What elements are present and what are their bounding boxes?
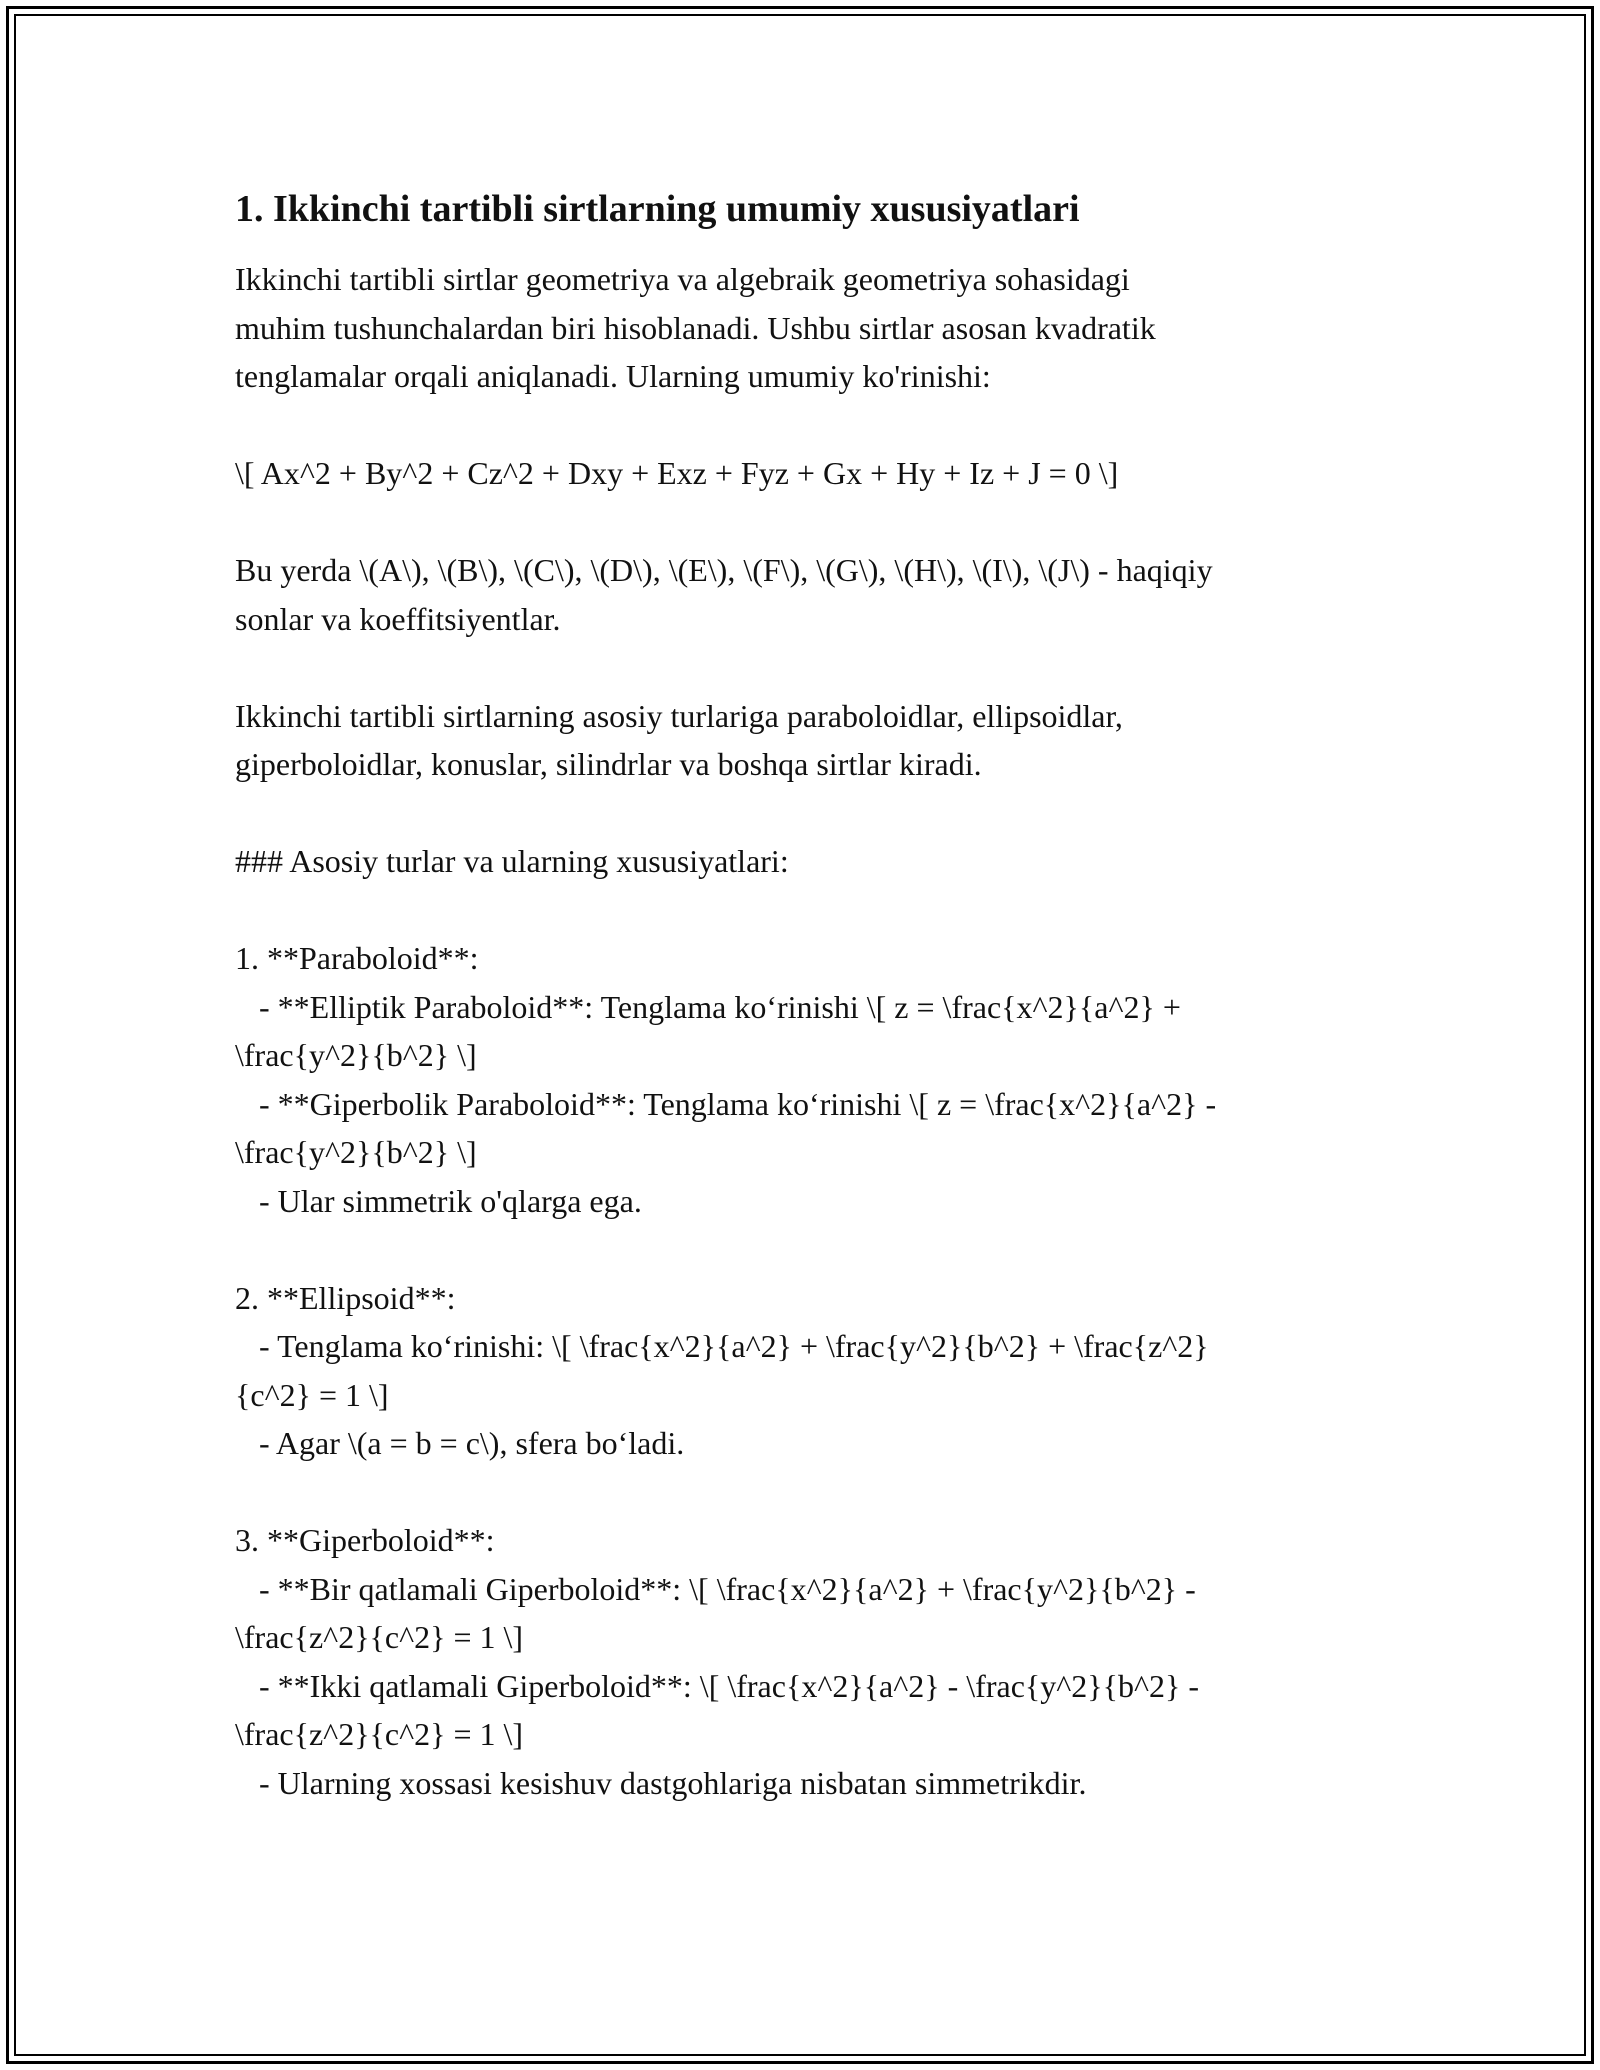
text-line: - **Elliptik Paraboloid**: Tenglama koʻrinishi \[ z = \frac{x^2}{a^2} + [235, 988, 1181, 1025]
text-line: ### Asosiy turlar va ularning xususiyatlari: [235, 843, 789, 879]
document-content [235, 185, 1365, 1807]
blank-line [235, 498, 1365, 547]
text-line: - **Ikki qatlamali Giperboloid**: \[ \frac{x^2}{a^2} - \frac{y^2}{b^2} - [235, 1667, 1200, 1704]
text-line: - **Bir qatlamali Giperboloid**: \[ \frac{x^2}{a^2} + \frac{y^2}{b^2} - [235, 1570, 1196, 1607]
blank-line [235, 886, 1365, 935]
document-body [235, 255, 1365, 1807]
blank-line [235, 1468, 1365, 1517]
blank-line [235, 401, 1365, 450]
blank-line [235, 789, 1365, 838]
text-line: giperboloidlar, konuslar, silindrlar va boshqa sirtlar kiradi. [235, 746, 982, 782]
text-line: - Ular simmetrik o'qlarga ega. [235, 1182, 642, 1219]
text-line: \frac{z^2}{c^2} = 1 \] [235, 1716, 524, 1752]
section-heading: 1. Ikkinchi tartibli sirtlarning umumiy xususiyatlari [235, 188, 1080, 230]
blank-line [235, 1225, 1365, 1274]
text-line: - Tenglama koʻrinishi: \[ \frac{x^2}{a^2} + \frac{y^2}{b^2} + \frac{z^2} [235, 1328, 1209, 1364]
text-line: \frac{z^2}{c^2} = 1 \] [235, 1619, 524, 1655]
text-line: 2. **Ellipsoid**: [235, 1279, 456, 1316]
text-line: - Agar \(a = b = c\), sfera boʻladi. [235, 1425, 685, 1461]
text-line: 1. **Paraboloid**: [235, 940, 479, 976]
text-line: sonlar va koeffitsiyentlar. [235, 600, 561, 637]
blank-line [235, 643, 1365, 692]
text-line: muhim tushunchalardan biri hisoblanadi. Ushbu sirtlar asosan kvadratik [235, 309, 1156, 346]
text-line: Bu yerda \(A\), \(B\), \(C\), \(D\), \(E\), \(F\), \(G\), \(H\), \(I\), \(J\) - haqiqiy [235, 552, 1213, 588]
text-line: Ikkinchi tartibli sirtlarning asosiy turlariga paraboloidlar, ellipsoidlar, [235, 697, 1123, 734]
text-line: \frac{y^2}{b^2} \] [235, 1037, 477, 1073]
text-line: {c^2} = 1 \] [235, 1376, 389, 1413]
text-line: - Ularning xossasi kesishuv dastgohlariga nisbatan simmetrikdir. [235, 1764, 1087, 1801]
text-line: \[ Ax^2 + By^2 + Cz^2 + Dxy + Exz + Fyz + Gx + Hy + Iz + J = 0 \] [235, 455, 1119, 491]
text-line: 3. **Giperboloid**: [235, 1522, 495, 1558]
text-line: tenglamalar orqali aniqlanadi. Ularning umumiy ko'rinishi: [235, 358, 991, 394]
text-line: \frac{y^2}{b^2} \] [235, 1134, 477, 1170]
text-line: Ikkinchi tartibli sirtlar geometriya va algebraik geometriya sohasidagi [235, 261, 1130, 297]
text-line: - **Giperbolik Paraboloid**: Tenglama koʻrinishi \[ z = \frac{x^2}{a^2} - [235, 1085, 1217, 1122]
